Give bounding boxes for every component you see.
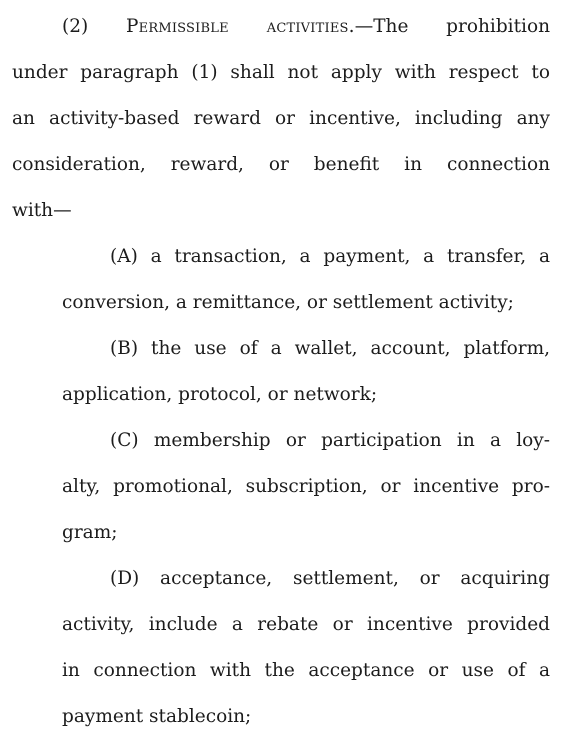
item-d-line: in connection with the acceptance or use of a (62, 660, 550, 681)
paragraph-2-first-line (62, 4, 550, 50)
item-d-first-line: (D) acceptance, settlement, or acquiring (110, 568, 550, 589)
paragraph-2-line: consideration, reward, or benefit in connection (12, 154, 550, 175)
item-b-line: application, protocol, or network; (62, 384, 378, 405)
item-c-line: gram; (62, 522, 118, 543)
paragraph-2-line: under paragraph (1) shall not apply with respect to (12, 62, 550, 83)
paragraph-number: (2) (62, 16, 89, 37)
paragraph-heading: Permissible activities. (126, 16, 355, 37)
paragraph-2-line: an activity-based reward or incentive, including any (12, 108, 550, 129)
item-b-first-line: (B) the use of a wallet, account, platform, (110, 338, 550, 359)
item-d-line: payment stablecoin; (62, 706, 252, 727)
item-a-first-line: (A) a transaction, a payment, a transfer, a (110, 246, 550, 267)
item-a-line: conversion, a remittance, or settlement activity; (62, 292, 514, 313)
item-c-first-line: (C) membership or participation in a loy- (110, 430, 550, 451)
item-d-line: activity, include a rebate or incentive provided (62, 614, 550, 635)
paragraph-2-line: with— (12, 200, 72, 221)
item-c-line: alty, promotional, subscription, or incentive pro- (62, 476, 550, 497)
paragraph-lead-text: —The prohibition (354, 16, 551, 37)
